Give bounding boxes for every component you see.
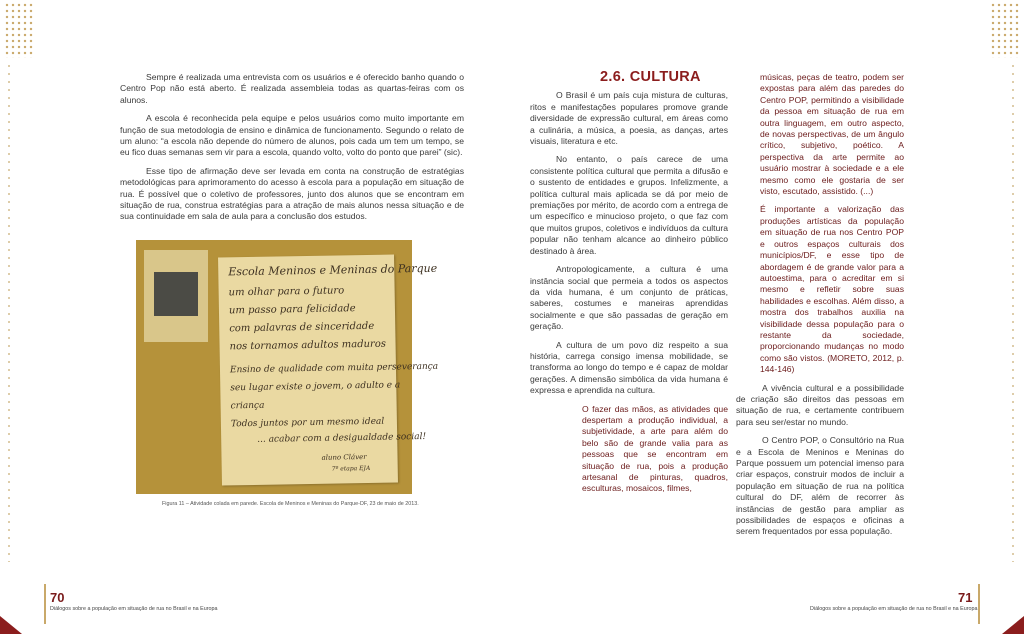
- corner-decoration: [1002, 616, 1024, 634]
- corner-decoration: [0, 616, 22, 634]
- decorative-dots: [4, 2, 34, 58]
- decorative-dots: [990, 2, 1020, 58]
- handwritten-line: 7º etapa EJA: [331, 464, 371, 473]
- handwritten-line: ... acabar com a desigualdade social!: [257, 431, 427, 445]
- paragraph: Antropologicamente, a cultura é uma instância social que permeia a todos os aspectos da vida humana, é um conjunto de práticas, saberes, costumes e maneiras aprendidas socialmente e que são passadas de geração em geração.: [530, 264, 728, 332]
- paragraph: A vivência cultural e a possibilidade de criação são direitos das pessoas em situação de rua, e certamente contribuem para seu ser/estar no mundo.: [736, 382, 904, 427]
- right-column-1: [530, 69, 728, 502]
- paragraph: Sempre é realizada uma entrevista com os usuários e é oferecido banho quando o Centro Pop não está aberto. É realizada assembleia todas as quartas-feiras com os alunos.: [120, 72, 464, 105]
- handwritten-paper: [218, 254, 439, 485]
- figure-caption: Figura 11 – Atividade colada em parede. Escola de Meninos e Meninas do Parque-DF, 23 de maio de 2013.: [162, 501, 419, 507]
- right-page: [512, 0, 1024, 634]
- decorative-dots-column: [1010, 62, 1018, 562]
- quote-continuation: músicas, peças de teatro, podem ser expostas para além das paredes do Centro POP, permitindo a visibilidade da pessoa em situação de rua em outra linguagem, em outro aspecto, de novas perspectivas, de um ângulo crítico, subjetivo, poético. A perspectiva da arte permite ao usuário mostrar à sociedade e a ele mesmo como ele gostaria de ser visto, escutado, assistido. (...): [760, 72, 904, 197]
- left-body-text: [120, 72, 464, 230]
- figure-photo: [136, 240, 439, 494]
- footer-rule: [978, 584, 980, 624]
- handwritten-line: um passo para felicidade: [228, 303, 356, 317]
- paragraph: O Brasil é um país cuja mistura de culturas, ritos e manifestações populares promove grande diversidade de expressão cultural, em áreas como a culinária, a música, a poesia, as danças, artes visuais, literatura e etc.: [530, 90, 728, 147]
- handwritten-line: um olhar para o futuro: [228, 285, 345, 299]
- right-column-2: [736, 72, 904, 545]
- paragraph: A escola é reconhecida pela equipe e pelos usuários como muito importante em função de sua metodologia de ensino e dinâmica de funcionamento. Segundo o relato de um aluno: “a escola não depende do número de alunos, pois cada um tem um tempo, se eu fico duas semanas sem vir para a escola, quando volto, volto do ponto que parei” (sic).: [120, 113, 464, 158]
- paragraph: O Centro POP, o Consultório na Rua e a Escola de Meninos e Meninas do Parque possuem um potencial imenso para criar espaços, construir modos de incluir a população em situação de rua na política cultural do DF, além de recorrer às instâncias de gestão para ampliar as possibilidades de espaços e oficinas a serem frequentados por essa população.: [736, 435, 904, 537]
- section-heading: 2.6. CULTURA: [600, 69, 701, 85]
- running-footer: Diálogos sobre a população em situação de rua no Brasil e na Europa: [810, 606, 978, 612]
- poster-image: [154, 272, 198, 316]
- footer-rule: [44, 584, 46, 624]
- running-footer: Diálogos sobre a população em situação de rua no Brasil e na Europa: [50, 606, 218, 612]
- paragraph: A cultura de um povo diz respeito a sua história, carrega consigo imensa mobilidade, se transforma ao longo do tempo e é capaz de moldar gerações. A dimensão simbólica da vida humana é expressa e aprendida na cultura.: [530, 339, 728, 396]
- handwritten-line: nos tornamos adultos maduros: [229, 338, 387, 353]
- handwritten-line: com palavras de sinceridade: [229, 320, 375, 335]
- paragraph: No entanto, o país carece de uma consistente política cultural que permita a difusão e o sustento de entidades e grupos. Infelizmente, a política cultural mais aplicada se dá por meio de premiações por mérito, de acordo com a entrega de um específico e minucioso projeto, o que faz com que muitos grupos, coletivos e indivíduos da cultura popular não tenham alcance ao dinheiro público destinado à área.: [530, 154, 728, 256]
- page-number: 71: [958, 590, 973, 605]
- quote-block: É importante a valorização das produções artísticas da população em situação de rua nos Centro POP e outros espaços culturais dos municípios/DF, e esse tipo de abordagem é de grande valor para a autoestima, para o acreditar em si mesmo e refletir sobre suas habilidades e escolhas. Além disso, a mostra dos trabalhos auxilia na visibilidade dessa população para o restante da sociedade, proporcionando mudanças no modo como são vistos. (MORETO, 2012, p. 144-146): [760, 204, 904, 375]
- decorative-dots-column: [6, 62, 14, 562]
- paragraph: Esse tipo de afirmação deve ser levada em conta na construção de estratégias metodológicas para aprimoramento do acesso à escola para a população em situação de rua. É possível que o coletivo de professores, junto dos alunos que se encontram em situação de rua, construa estratégias para a atração de mais alunos nessa situação e de sua continuidade em sala de aula para a conclusão dos estudos.: [120, 165, 464, 222]
- handwritten-line: Escola Meninos e Meninas do Parque: [228, 261, 438, 279]
- handwritten-line: Todos juntos por um mesmo ideal: [230, 416, 385, 430]
- quote-start: O fazer das mãos, as atividades que despertam a produção individual, a subjetividade, a arte para além do belo são de grande valia para as pessoas que se encontram em situação de rua, pois a produção artesanal de pinturas, quadros, esculturas, mosaicos, filmes,: [582, 403, 728, 494]
- handwritten-signature: aluno Cláver: [321, 452, 367, 462]
- handwritten-line: seu lugar existe o jovem, o adulto e a: [230, 380, 401, 394]
- handwritten-line: criança: [230, 400, 265, 412]
- page-number: 70: [50, 590, 65, 605]
- poster: [144, 250, 208, 342]
- handwritten-line: Ensino de qualidade com muita perseverança: [229, 361, 439, 376]
